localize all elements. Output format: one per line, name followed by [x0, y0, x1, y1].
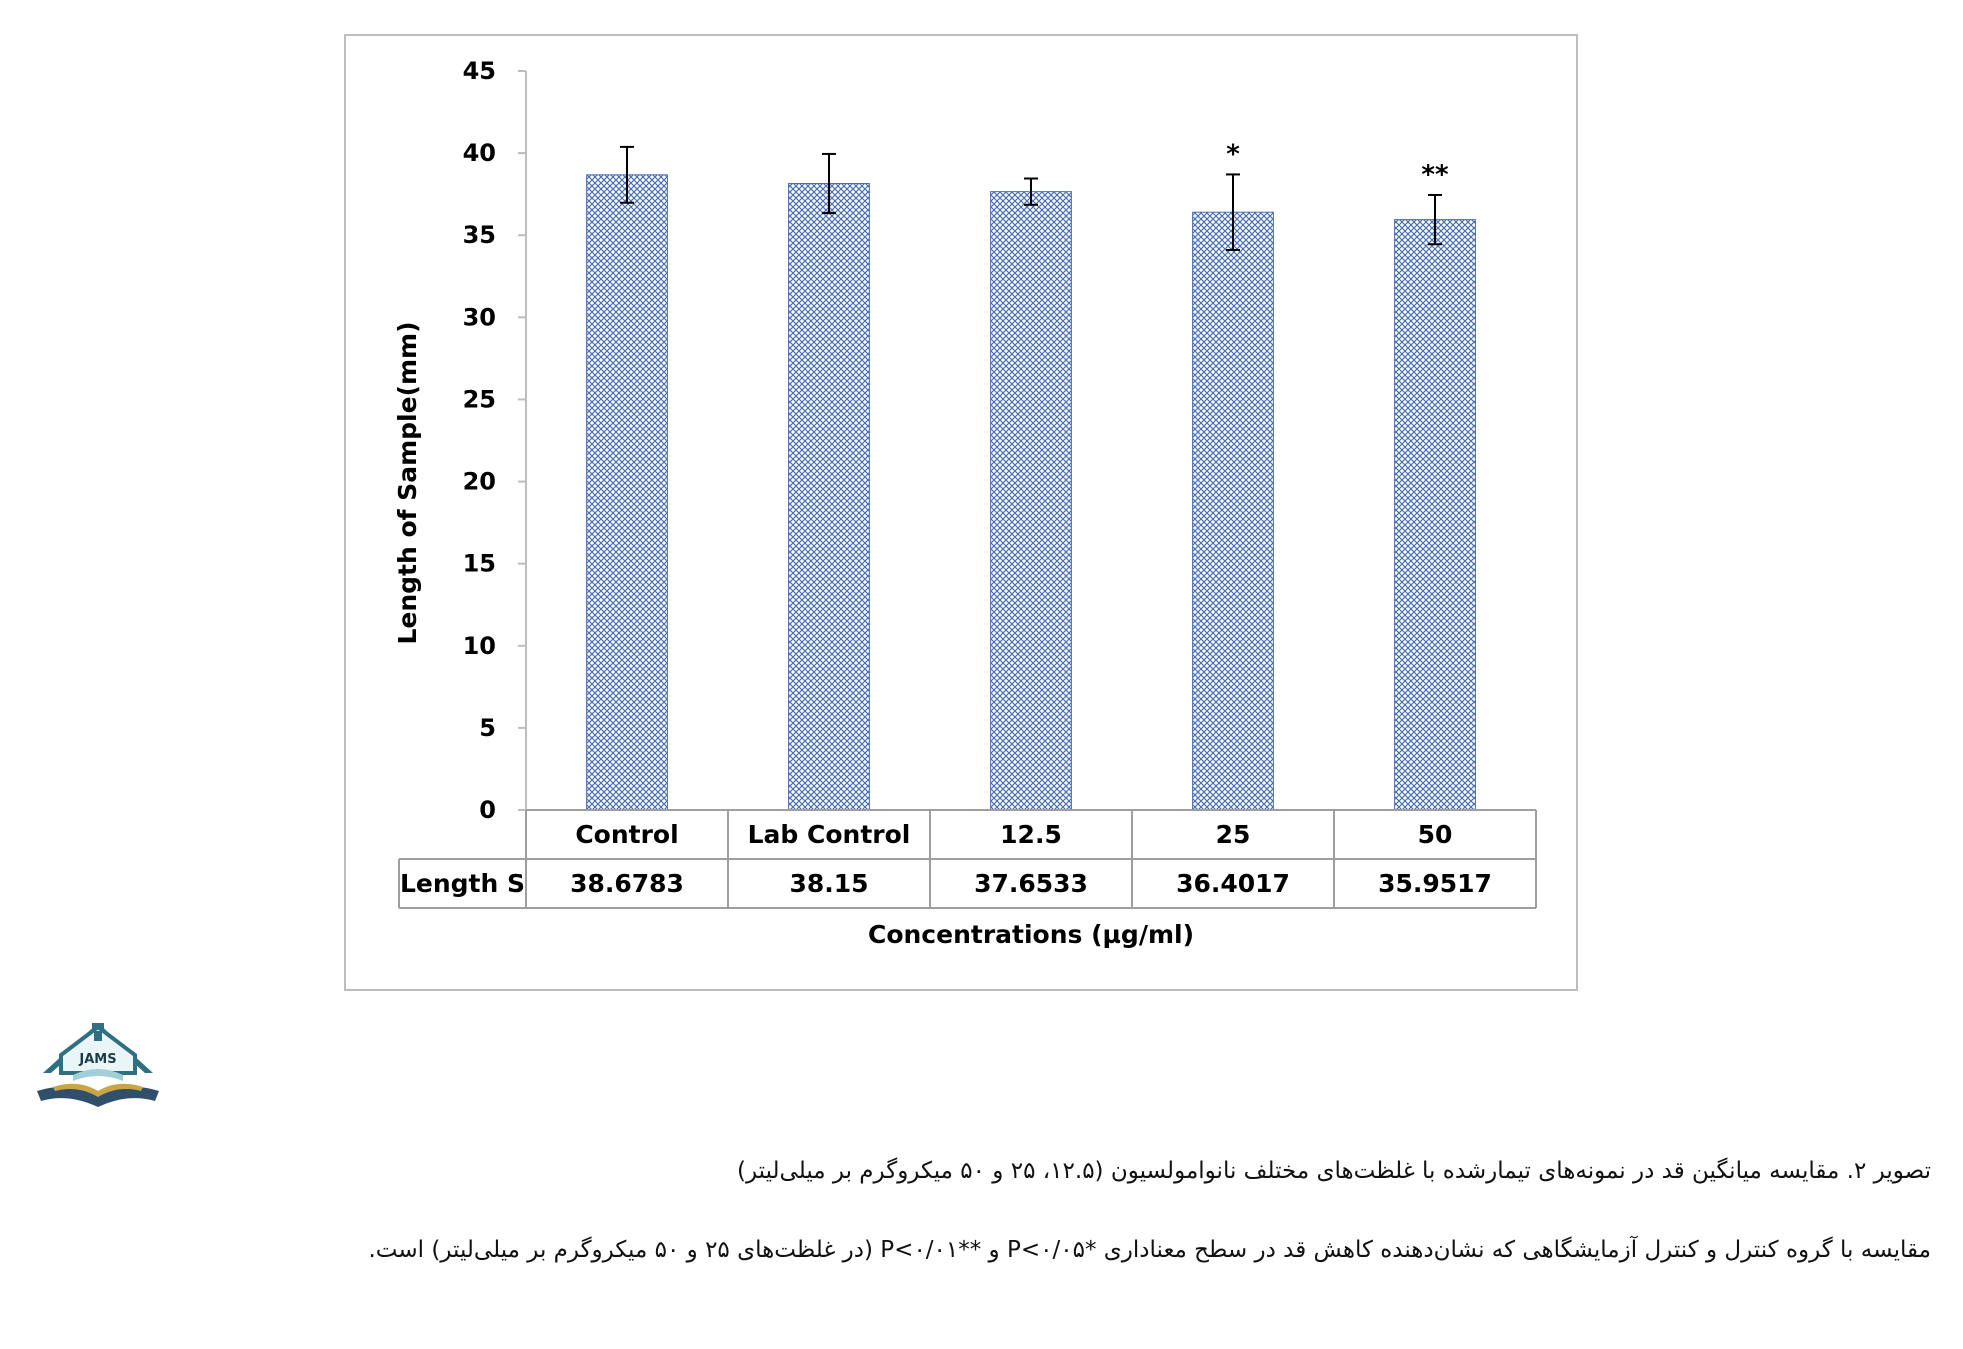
bar — [587, 175, 668, 810]
table-value-cell: 38.15 — [789, 869, 869, 898]
figure-caption-title: تصویر ۲. مقایسه میانگین قد در نمونه‌های تیمارشده با غلظت‌های مختلف نانوامولسیون (۱۲.۵، ۲۵ و ۵۰ میکروگرم بر میلی‌لیتر) — [737, 1158, 1931, 1184]
significance-marker: ** — [1421, 159, 1449, 190]
table-value-cell: 35.9517 — [1378, 869, 1492, 898]
bars — [587, 139, 1476, 810]
x-category-label: Lab Control — [747, 820, 911, 849]
x-category-label: 25 — [1215, 820, 1251, 849]
x-category-label: Control — [575, 820, 679, 849]
table-value-cell: 38.6783 — [570, 869, 684, 898]
y-tick-label: 20 — [462, 467, 496, 496]
y-tick-label: 15 — [462, 549, 496, 578]
chart-svg — [346, 36, 1576, 989]
y-tick-label: 25 — [462, 385, 496, 414]
x-category-label: 50 — [1417, 820, 1453, 849]
y-tick-label: 35 — [462, 221, 496, 250]
y-tick-label: 10 — [462, 631, 496, 660]
data-table — [399, 810, 1536, 908]
table-value-cell: 37.6533 — [974, 869, 1088, 898]
y-tick-label: 30 — [462, 303, 496, 332]
jams-logo — [33, 1015, 163, 1115]
y-tick-label: 45 — [462, 57, 496, 85]
bar — [1193, 212, 1274, 810]
y-tick-label: 5 — [479, 713, 496, 742]
table-series-label: Length S — [399, 869, 526, 898]
figure-caption-note: مقایسه با گروه کنترل و کنترل آزمایشگاهی که نشان‌دهنده کاهش قد در سطح معناداری *P<۰/۰۵ و **P<۰/۰۱ (در غلظت‌های ۲۵ و ۵۰ میکروگرم بر میلی‌لیتر) است. — [368, 1237, 1931, 1263]
y-axis-title: Length of Sample(mm) — [393, 321, 422, 645]
chart-frame — [344, 34, 1578, 991]
bar — [789, 183, 870, 810]
table-value-cell: 36.4017 — [1176, 869, 1290, 898]
bar — [1395, 220, 1476, 810]
y-axis — [463, 57, 526, 824]
y-tick-label: 40 — [462, 139, 496, 168]
logo-text: JAMS — [79, 1052, 117, 1067]
x-axis-title: Concentrations (µg/ml) — [867, 920, 1195, 949]
bar — [991, 192, 1072, 810]
x-category-label: 12.5 — [1000, 820, 1062, 849]
y-tick-label: 0 — [479, 796, 496, 824]
significance-marker: * — [1226, 139, 1240, 170]
